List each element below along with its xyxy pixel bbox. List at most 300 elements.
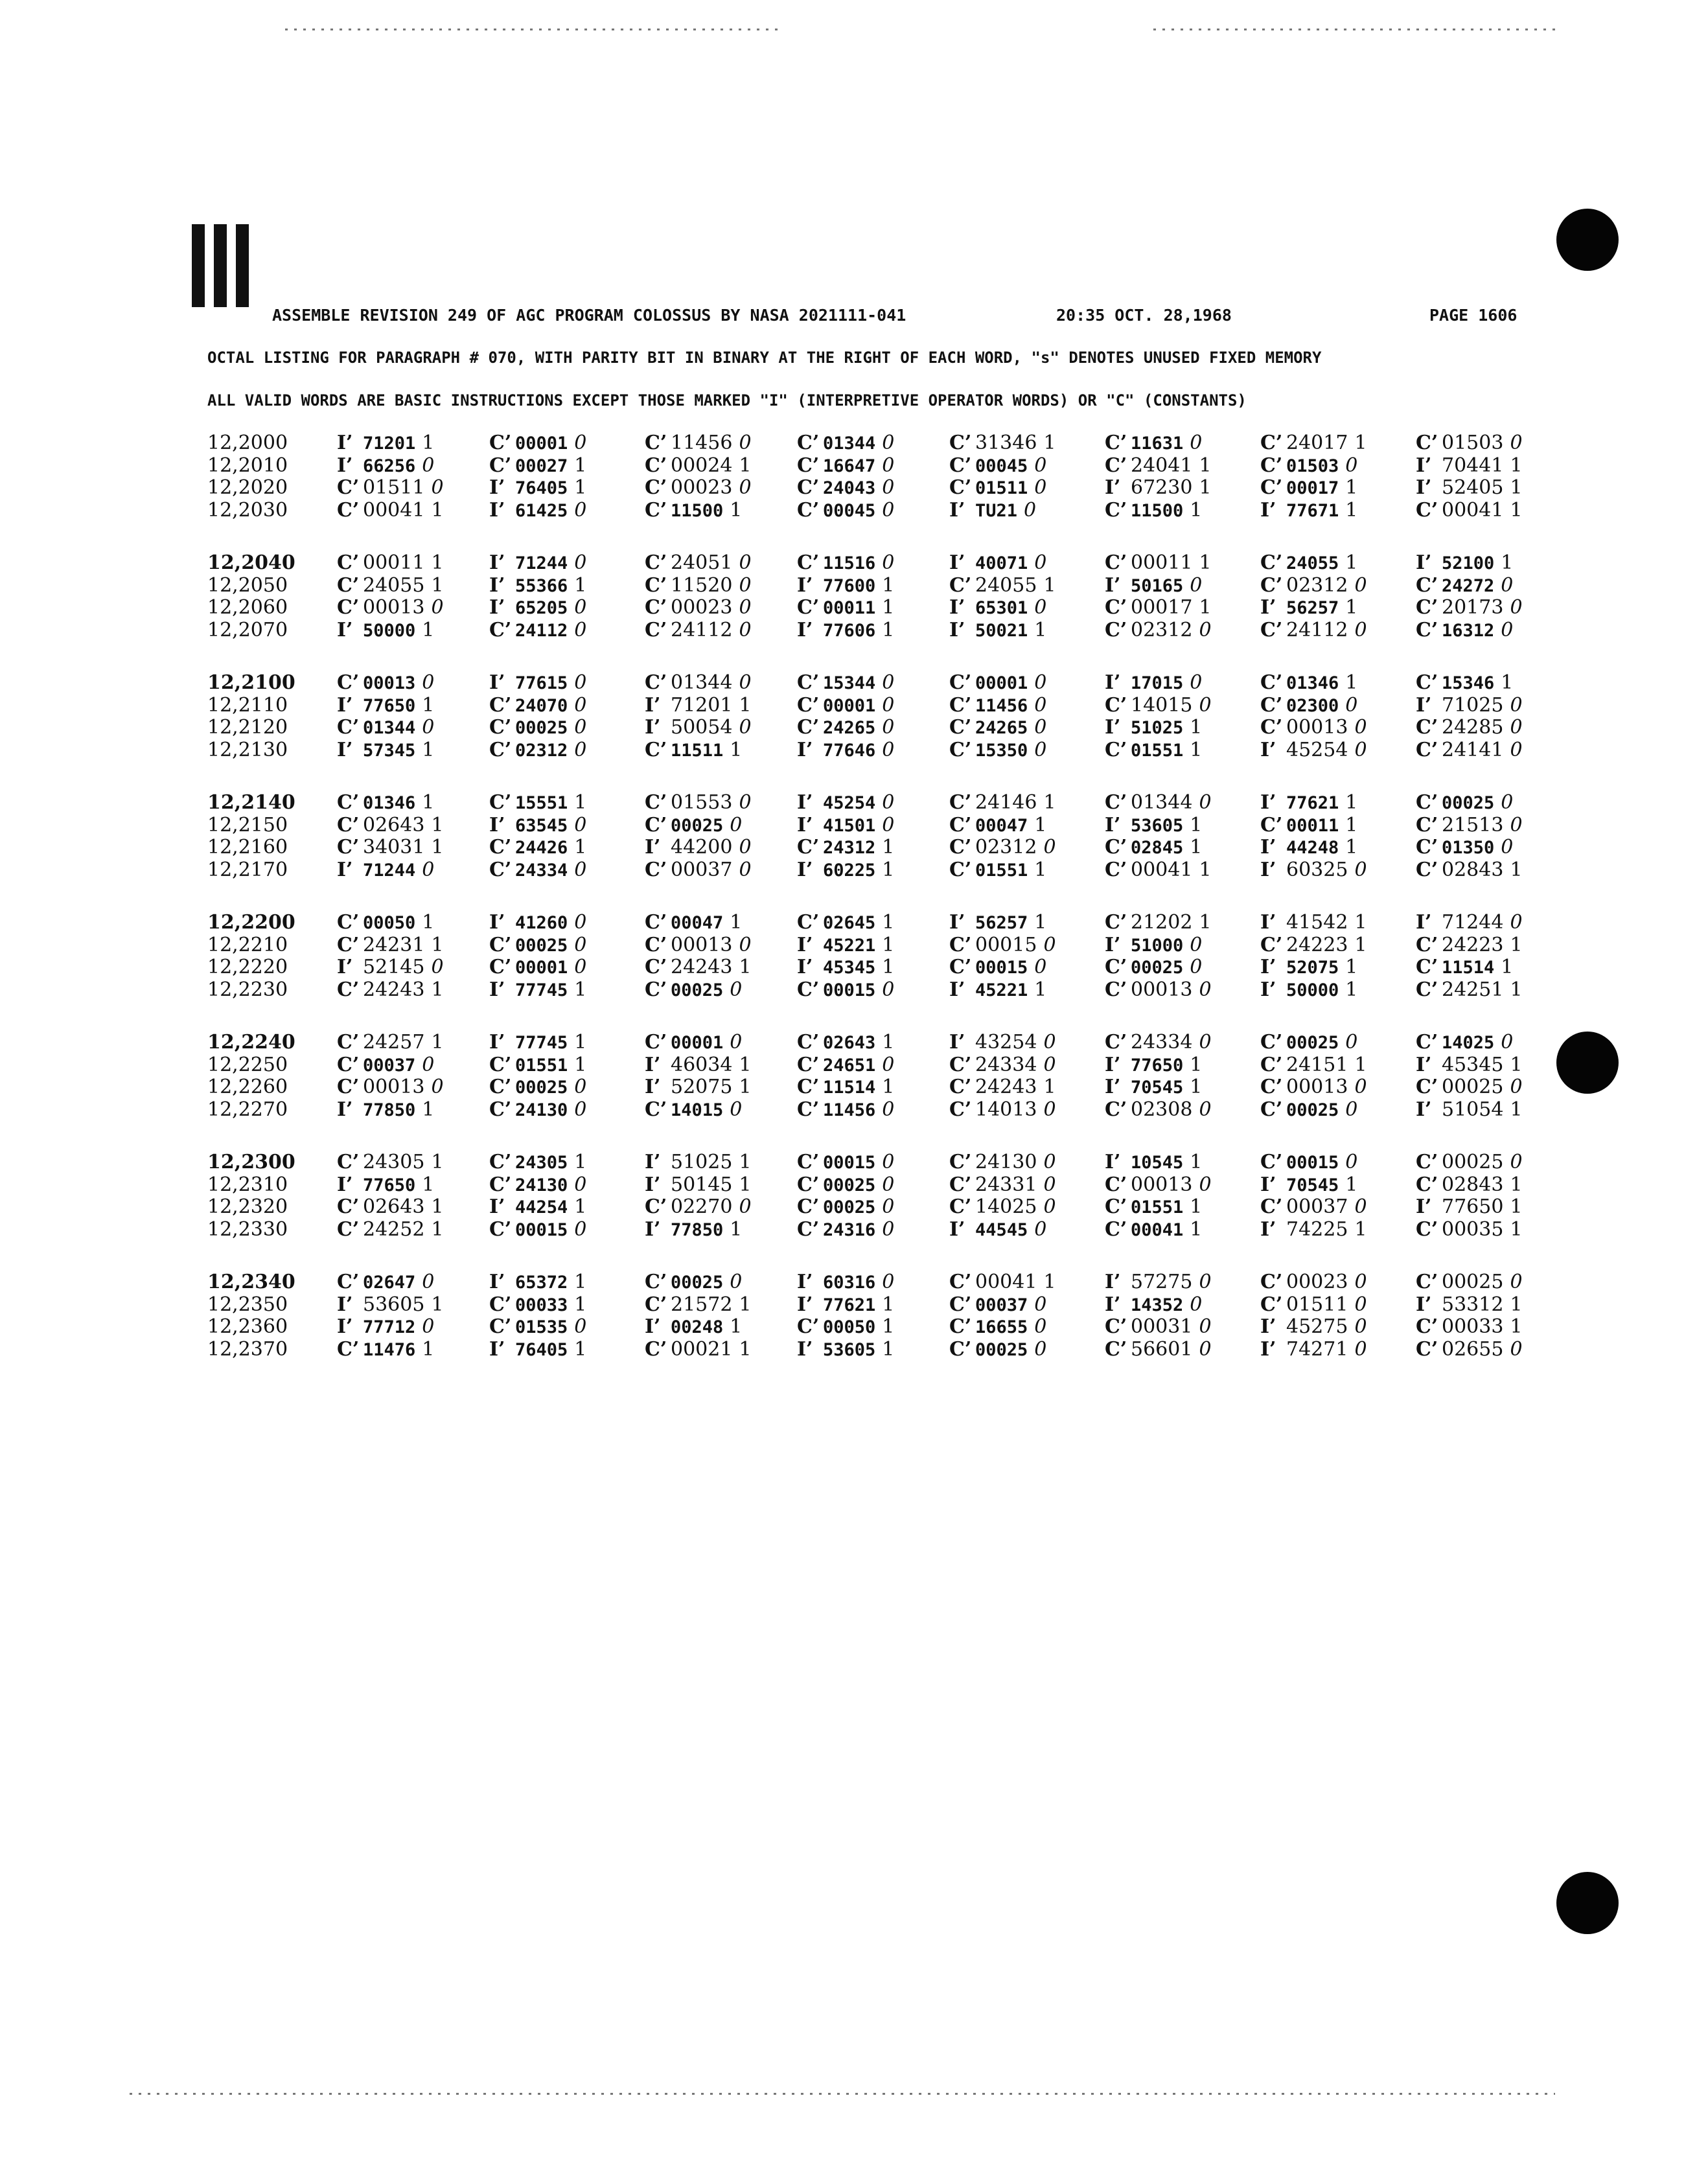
parity-bit: 0 bbox=[730, 813, 743, 836]
word-type-marker: C’ bbox=[489, 1315, 512, 1338]
octal-word bbox=[1416, 1271, 1523, 1293]
octal-word bbox=[949, 1315, 1046, 1338]
word-type-marker: C’ bbox=[489, 1098, 512, 1121]
word-type-marker: I’ bbox=[1105, 476, 1121, 499]
octal-word bbox=[337, 1031, 444, 1054]
octal-word bbox=[797, 791, 894, 814]
parity-bit: 1 bbox=[1190, 836, 1203, 859]
parity-bit: 0 bbox=[422, 716, 435, 739]
octal-word bbox=[1416, 836, 1513, 859]
octal-word bbox=[645, 551, 752, 574]
word-type-marker: C’ bbox=[489, 1151, 512, 1173]
parity-bit: 0 bbox=[882, 716, 895, 739]
word-type-marker: C’ bbox=[489, 836, 512, 859]
word-value: 00033 bbox=[515, 1295, 568, 1315]
word-value: 77850 bbox=[671, 1219, 724, 1240]
word-type-marker: I’ bbox=[1105, 1151, 1121, 1173]
octal-word bbox=[1105, 1195, 1202, 1218]
parity-bit: 0 bbox=[574, 956, 587, 978]
word-type-marker: C’ bbox=[949, 1315, 972, 1338]
parity-bit: 1 bbox=[1345, 813, 1358, 836]
word-type-marker: C’ bbox=[949, 1053, 972, 1076]
octal-word bbox=[645, 1271, 742, 1293]
parity-bit: 0 bbox=[1199, 693, 1212, 717]
word-value: 31346 bbox=[975, 432, 1037, 454]
word-type-marker: C’ bbox=[337, 716, 360, 739]
parity-bit: 1 bbox=[431, 933, 444, 956]
word-type-marker: I’ bbox=[949, 1031, 965, 1054]
word-type-marker: C’ bbox=[645, 813, 667, 836]
word-value: 02843 bbox=[1442, 1173, 1504, 1196]
parity-bit: 0 bbox=[882, 671, 895, 694]
word-value: 00021 bbox=[671, 1337, 733, 1361]
row-address: 12,2160 bbox=[207, 836, 288, 859]
octal-word bbox=[949, 1076, 1056, 1098]
octal-word bbox=[1260, 1031, 1357, 1054]
word-type-marker: C’ bbox=[949, 432, 972, 454]
word-type-marker: C’ bbox=[645, 498, 667, 522]
parity-bit: 0 bbox=[1199, 1098, 1212, 1121]
word-value: 00248 bbox=[671, 1317, 724, 1337]
parity-bit: 0 bbox=[739, 716, 752, 739]
word-type-marker: C’ bbox=[1416, 956, 1438, 978]
word-type-marker: C’ bbox=[797, 1151, 820, 1173]
parity-bit: 0 bbox=[730, 1271, 743, 1293]
octal-word bbox=[337, 596, 444, 619]
word-type-marker: I’ bbox=[489, 1337, 505, 1361]
listing-note: ALL VALID WORDS ARE BASIC INSTRUCTIONS EXCEPT THOSE MARKED "I" (INTERPRETIVE OPERATOR WORDS) OR "C" (CONSTANTS) bbox=[207, 391, 1247, 409]
parity-bit: 0 bbox=[739, 671, 752, 694]
octal-word bbox=[949, 551, 1046, 574]
word-value: 00017 bbox=[1286, 478, 1339, 498]
word-type-marker: I’ bbox=[645, 1315, 661, 1338]
word-type-marker: C’ bbox=[1260, 813, 1283, 836]
word-value: 00025 bbox=[1442, 1151, 1504, 1173]
parity-bit: 0 bbox=[1199, 1031, 1212, 1054]
parity-bit: 0 bbox=[1043, 1195, 1056, 1218]
octal-word bbox=[1105, 1315, 1212, 1338]
parity-bit: 0 bbox=[574, 933, 587, 956]
word-type-marker: C’ bbox=[949, 791, 972, 814]
word-value: 74225 bbox=[1286, 1217, 1348, 1241]
word-value: 63545 bbox=[515, 815, 568, 836]
word-type-marker: C’ bbox=[797, 1173, 820, 1196]
parity-bit: 0 bbox=[1510, 716, 1523, 739]
octal-word bbox=[949, 1195, 1056, 1218]
word-type-marker: C’ bbox=[1416, 813, 1438, 836]
parity-bit: 1 bbox=[431, 551, 444, 574]
row-address: 12,2210 bbox=[207, 933, 288, 956]
word-value: 77745 bbox=[515, 980, 568, 1000]
octal-word bbox=[797, 1271, 894, 1293]
octal-word bbox=[1416, 1054, 1523, 1076]
word-value: 76405 bbox=[515, 1339, 568, 1360]
listing-row bbox=[0, 574, 1708, 596]
word-value: 11511 bbox=[671, 740, 724, 761]
parity-bit: 0 bbox=[1199, 1315, 1212, 1338]
parity-bit: 0 bbox=[1501, 618, 1514, 641]
parity-bit: 1 bbox=[1510, 1098, 1523, 1121]
word-value: 00024 bbox=[671, 454, 733, 477]
octal-word bbox=[1260, 1338, 1367, 1361]
row-address: 12,2010 bbox=[207, 454, 288, 477]
word-value: 02312 bbox=[975, 836, 1037, 859]
word-type-marker: C’ bbox=[797, 1098, 820, 1121]
parity-bit: 1 bbox=[1510, 933, 1523, 956]
octal-word bbox=[1416, 1076, 1523, 1098]
parity-bit: 1 bbox=[1354, 911, 1367, 934]
word-type-marker: I’ bbox=[1105, 813, 1121, 836]
octal-word bbox=[337, 836, 444, 859]
octal-word bbox=[949, 934, 1056, 956]
octal-word bbox=[797, 956, 894, 978]
octal-word bbox=[1105, 671, 1202, 694]
word-value: 24231 bbox=[363, 933, 425, 956]
word-value: 77650 bbox=[1442, 1195, 1504, 1218]
word-value: 24334 bbox=[1131, 1031, 1193, 1054]
listing-row bbox=[0, 1218, 1708, 1240]
word-value: 71201 bbox=[363, 433, 416, 454]
word-value: 00025 bbox=[671, 980, 724, 1000]
word-value: 77606 bbox=[823, 620, 876, 641]
octal-word bbox=[337, 551, 444, 574]
parity-bit: 0 bbox=[1354, 1195, 1367, 1218]
octal-word bbox=[1105, 1271, 1212, 1293]
word-value: 11514 bbox=[1442, 958, 1495, 978]
parity-bit: 0 bbox=[739, 618, 752, 641]
word-value: 24272 bbox=[1442, 575, 1495, 596]
word-type-marker: C’ bbox=[1105, 551, 1127, 574]
word-type-marker: C’ bbox=[797, 1031, 820, 1054]
octal-word bbox=[1260, 476, 1357, 499]
word-type-marker: C’ bbox=[1260, 1271, 1283, 1293]
word-value: 00011 bbox=[1131, 551, 1193, 574]
octal-word bbox=[645, 1054, 752, 1076]
word-value: 00041 bbox=[1442, 498, 1504, 522]
word-value: 00013 bbox=[363, 596, 425, 619]
word-value: 24305 bbox=[363, 1151, 425, 1173]
listing-row bbox=[0, 716, 1708, 738]
octal-word bbox=[1416, 574, 1513, 597]
octal-word bbox=[949, 1054, 1056, 1076]
word-type-marker: C’ bbox=[337, 1076, 360, 1098]
octal-word bbox=[949, 499, 1036, 522]
word-value: 24055 bbox=[975, 573, 1037, 597]
parity-bit: 0 bbox=[1501, 791, 1514, 814]
word-type-marker: C’ bbox=[489, 618, 512, 641]
word-type-marker: I’ bbox=[1416, 1098, 1432, 1121]
word-type-marker: I’ bbox=[1260, 738, 1276, 761]
parity-bit: 0 bbox=[1354, 1271, 1367, 1293]
octal-word bbox=[645, 1315, 742, 1338]
parity-bit: 1 bbox=[1043, 1271, 1056, 1293]
word-type-marker: C’ bbox=[1416, 1151, 1438, 1173]
word-value: 24141 bbox=[1442, 738, 1504, 761]
row-address: 12,2060 bbox=[207, 596, 288, 619]
parity-bit: 1 bbox=[882, 618, 895, 641]
word-value: 24130 bbox=[975, 1151, 1037, 1173]
listing-row bbox=[0, 791, 1708, 813]
word-type-marker: C’ bbox=[949, 476, 972, 499]
word-value: 45345 bbox=[823, 958, 876, 978]
octal-word bbox=[645, 1031, 742, 1054]
octal-word bbox=[1105, 1293, 1202, 1316]
word-value: 24112 bbox=[515, 620, 568, 641]
octal-word bbox=[797, 1293, 894, 1316]
word-value: 00011 bbox=[1286, 815, 1339, 836]
word-type-marker: C’ bbox=[797, 551, 820, 574]
octal-word bbox=[949, 1151, 1056, 1173]
word-value: 65205 bbox=[515, 598, 568, 618]
row-address: 12,2330 bbox=[207, 1217, 288, 1241]
word-type-marker: C’ bbox=[645, 956, 667, 978]
word-value: 02643 bbox=[363, 1195, 425, 1218]
word-type-marker: C’ bbox=[949, 858, 972, 881]
word-value: 44254 bbox=[515, 1197, 568, 1217]
parity-bit: 0 bbox=[1034, 716, 1047, 739]
word-value: 76405 bbox=[515, 478, 568, 498]
octal-word bbox=[489, 499, 586, 522]
word-value: 11631 bbox=[1131, 433, 1184, 454]
row-address: 12,2320 bbox=[207, 1195, 288, 1218]
parity-bit: 0 bbox=[739, 791, 752, 814]
word-type-marker: I’ bbox=[1416, 1053, 1432, 1076]
parity-bit: 1 bbox=[422, 618, 435, 641]
octal-word bbox=[489, 859, 586, 881]
listing-row bbox=[0, 1195, 1708, 1217]
octal-word bbox=[489, 619, 586, 641]
word-value: 11476 bbox=[363, 1339, 416, 1360]
octal-word bbox=[1260, 619, 1367, 641]
octal-word bbox=[949, 432, 1056, 454]
word-value: 14352 bbox=[1131, 1295, 1184, 1315]
word-type-marker: C’ bbox=[489, 1053, 512, 1076]
parity-bit: 0 bbox=[422, 454, 435, 477]
octal-word bbox=[1416, 1173, 1523, 1196]
word-type-marker: C’ bbox=[949, 693, 972, 717]
word-type-marker: I’ bbox=[1105, 573, 1121, 597]
parity-bit: 0 bbox=[422, 1053, 435, 1076]
octal-word bbox=[645, 1076, 752, 1098]
parity-bit: 1 bbox=[739, 1151, 752, 1173]
word-value: 24243 bbox=[671, 956, 733, 978]
parity-bit: 0 bbox=[1354, 1076, 1367, 1098]
word-value: 24112 bbox=[671, 618, 733, 641]
word-type-marker: C’ bbox=[489, 956, 512, 978]
parity-bit: 0 bbox=[882, 978, 895, 1001]
listing-row bbox=[0, 978, 1708, 1000]
word-type-marker: I’ bbox=[489, 551, 505, 574]
parity-bit: 1 bbox=[431, 836, 444, 859]
word-value: 00001 bbox=[975, 673, 1028, 693]
parity-bit: 0 bbox=[1043, 1053, 1056, 1076]
parity-bit: 0 bbox=[882, 1098, 895, 1121]
word-value: 24146 bbox=[975, 791, 1037, 814]
octal-word bbox=[797, 716, 894, 739]
row-address: 12,2260 bbox=[207, 1076, 288, 1098]
parity-bit: 0 bbox=[1199, 978, 1212, 1001]
octal-word bbox=[489, 596, 586, 619]
parity-bit: 1 bbox=[574, 1195, 587, 1218]
word-type-marker: C’ bbox=[1260, 933, 1283, 956]
parity-bit: 1 bbox=[1190, 498, 1203, 522]
word-type-marker: C’ bbox=[949, 573, 972, 597]
word-type-marker: I’ bbox=[949, 911, 965, 934]
parity-bit: 1 bbox=[1043, 573, 1056, 597]
word-type-marker: C’ bbox=[949, 738, 972, 761]
word-type-marker: C’ bbox=[645, 911, 667, 934]
listing-row bbox=[0, 596, 1708, 618]
octal-word bbox=[1105, 934, 1202, 956]
parity-bit: 1 bbox=[431, 1293, 444, 1316]
octal-word bbox=[489, 574, 586, 597]
octal-word bbox=[949, 671, 1046, 694]
word-value: 71025 bbox=[1442, 693, 1504, 717]
parity-bit: 1 bbox=[1510, 1315, 1523, 1338]
parity-bit: 1 bbox=[1190, 1217, 1203, 1241]
word-value: 00025 bbox=[671, 815, 724, 836]
word-type-marker: C’ bbox=[489, 738, 512, 761]
word-value: 00047 bbox=[671, 913, 724, 933]
word-value: 24055 bbox=[363, 573, 425, 597]
octal-word bbox=[1416, 1315, 1523, 1338]
octal-word bbox=[1105, 432, 1202, 454]
word-type-marker: I’ bbox=[797, 618, 813, 641]
word-type-marker: I’ bbox=[489, 978, 505, 1001]
word-value: 77621 bbox=[1286, 793, 1339, 813]
word-value: 24130 bbox=[515, 1175, 568, 1195]
word-type-marker: C’ bbox=[489, 933, 512, 956]
word-type-marker: I’ bbox=[797, 791, 813, 814]
word-type-marker: C’ bbox=[1416, 1031, 1438, 1054]
word-value: 24252 bbox=[363, 1217, 425, 1241]
octal-word bbox=[489, 934, 586, 956]
listing-row bbox=[0, 1054, 1708, 1076]
word-type-marker: C’ bbox=[1416, 791, 1438, 814]
word-type-marker: I’ bbox=[645, 716, 661, 739]
octal-word bbox=[1260, 499, 1357, 522]
parity-bit: 1 bbox=[1190, 1076, 1203, 1098]
octal-word bbox=[645, 791, 752, 814]
word-value: 15346 bbox=[1442, 673, 1495, 693]
word-type-marker: I’ bbox=[949, 498, 965, 522]
word-value: 15350 bbox=[975, 740, 1028, 761]
word-type-marker: I’ bbox=[337, 1173, 353, 1196]
octal-word bbox=[645, 596, 752, 619]
octal-word bbox=[1260, 1293, 1367, 1316]
listing-row bbox=[0, 551, 1708, 573]
octal-word bbox=[337, 1315, 434, 1338]
word-type-marker: C’ bbox=[949, 716, 972, 739]
parity-bit: 0 bbox=[882, 1173, 895, 1196]
parity-bit: 1 bbox=[882, 1293, 895, 1316]
word-value: 53605 bbox=[823, 1339, 876, 1360]
listing-row bbox=[0, 956, 1708, 978]
parity-bit: 0 bbox=[739, 596, 752, 619]
word-value: 00041 bbox=[363, 498, 425, 522]
word-value: 52405 bbox=[1442, 476, 1504, 499]
parity-bit: 0 bbox=[882, 813, 895, 836]
parity-bit: 1 bbox=[1510, 476, 1523, 499]
word-type-marker: C’ bbox=[1105, 1031, 1127, 1054]
parity-bit: 0 bbox=[1354, 716, 1367, 739]
word-type-marker: I’ bbox=[489, 911, 505, 934]
parity-bit: 0 bbox=[882, 738, 895, 761]
parity-bit: 1 bbox=[1510, 858, 1523, 881]
word-type-marker: C’ bbox=[1105, 1098, 1127, 1121]
word-type-marker: C’ bbox=[797, 596, 820, 619]
octal-word bbox=[949, 1338, 1046, 1361]
row-address: 12,2110 bbox=[207, 693, 288, 717]
word-type-marker: I’ bbox=[797, 858, 813, 881]
word-value: 40071 bbox=[975, 553, 1028, 573]
listing-row bbox=[0, 1338, 1708, 1360]
word-type-marker: C’ bbox=[797, 671, 820, 694]
word-value: 00041 bbox=[1131, 858, 1193, 881]
octal-word bbox=[1105, 956, 1202, 978]
octal-word bbox=[645, 619, 752, 641]
row-address: 12,2360 bbox=[207, 1315, 288, 1338]
parity-bit: 0 bbox=[739, 836, 752, 859]
word-value: 01346 bbox=[363, 793, 416, 813]
word-value: 11456 bbox=[671, 432, 733, 454]
octal-word bbox=[949, 619, 1046, 641]
parity-bit: 1 bbox=[574, 978, 587, 1001]
word-value: 01551 bbox=[515, 1055, 568, 1076]
word-type-marker: C’ bbox=[797, 498, 820, 522]
word-type-marker: C’ bbox=[489, 791, 512, 814]
octal-word bbox=[1105, 476, 1212, 499]
octal-word bbox=[797, 1076, 894, 1098]
word-type-marker: I’ bbox=[949, 1217, 965, 1241]
word-type-marker: C’ bbox=[1416, 618, 1438, 641]
word-type-marker: C’ bbox=[797, 716, 820, 739]
word-type-marker: C’ bbox=[949, 836, 972, 859]
word-value: 00015 bbox=[823, 1153, 876, 1173]
octal-word bbox=[1260, 911, 1367, 934]
octal-word bbox=[645, 739, 742, 761]
parity-bit: 0 bbox=[1354, 618, 1367, 641]
parity-bit: 1 bbox=[422, 1337, 435, 1361]
word-value: 00001 bbox=[823, 695, 876, 716]
octal-word bbox=[337, 1151, 444, 1173]
octal-word bbox=[489, 1195, 586, 1218]
word-type-marker: C’ bbox=[1105, 693, 1127, 717]
parity-bit: 0 bbox=[1034, 956, 1047, 978]
word-value: 50000 bbox=[363, 620, 416, 641]
word-type-marker: I’ bbox=[489, 476, 505, 499]
octal-word bbox=[337, 1076, 444, 1098]
word-value: 24312 bbox=[823, 838, 876, 858]
word-value: 01511 bbox=[1286, 1293, 1348, 1316]
octal-word bbox=[337, 911, 434, 934]
octal-word bbox=[489, 1031, 586, 1054]
parity-bit: 1 bbox=[882, 1315, 895, 1338]
parity-bit: 1 bbox=[739, 1173, 752, 1196]
octal-word bbox=[337, 1218, 444, 1241]
word-type-marker: I’ bbox=[1105, 1271, 1121, 1293]
word-value: 24651 bbox=[823, 1055, 876, 1076]
word-value: 57275 bbox=[1131, 1271, 1193, 1293]
octal-word bbox=[797, 1054, 894, 1076]
word-value: 51054 bbox=[1442, 1098, 1504, 1121]
word-value: 44200 bbox=[671, 836, 733, 859]
parity-bit: 0 bbox=[1510, 911, 1523, 934]
octal-word bbox=[949, 716, 1046, 739]
word-type-marker: I’ bbox=[337, 858, 353, 881]
word-value: 77600 bbox=[823, 575, 876, 596]
parity-bit: 1 bbox=[574, 454, 587, 477]
